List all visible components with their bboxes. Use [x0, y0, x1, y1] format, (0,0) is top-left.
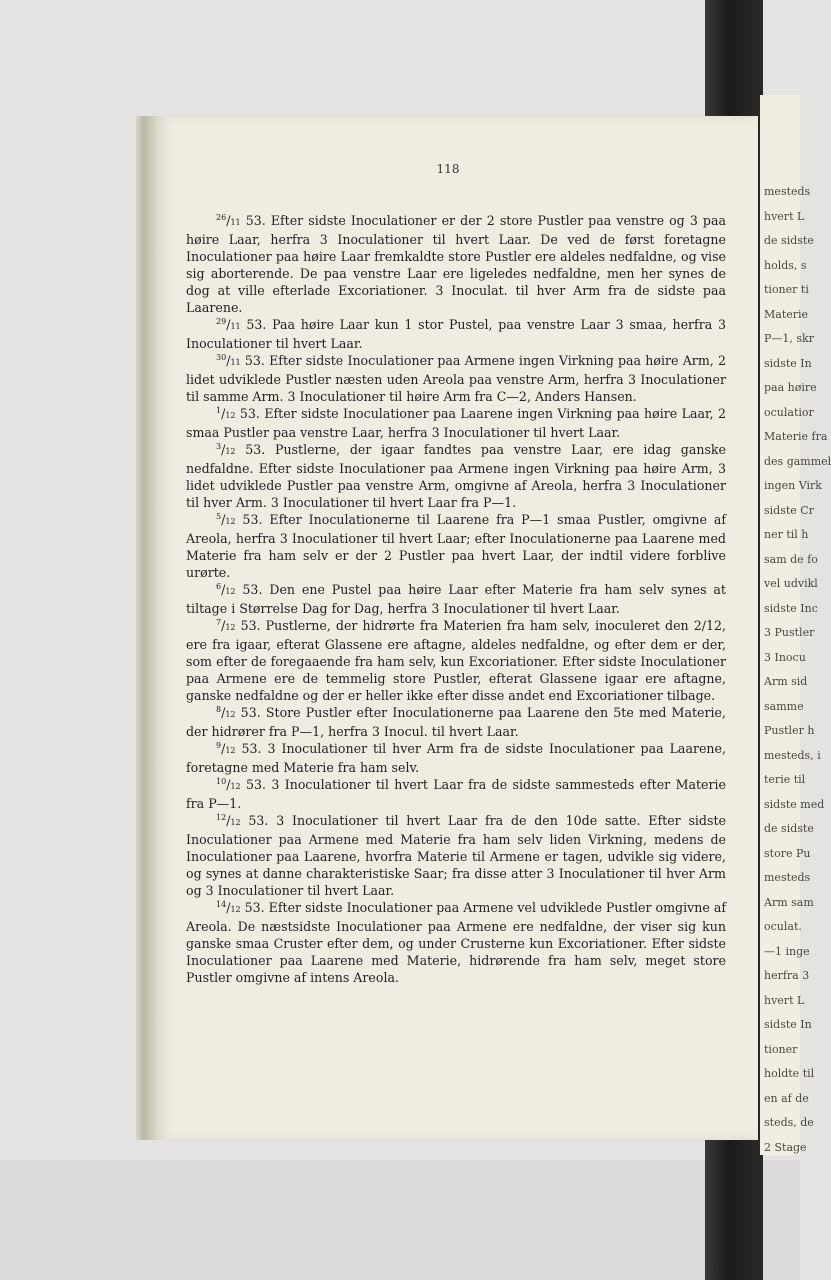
date-month: 12 — [225, 447, 236, 456]
date-month: 11 — [230, 322, 241, 331]
date-year: 53. — [240, 213, 271, 228]
entry-date: $^{26}$/11 53. — [216, 212, 271, 228]
entry-date: $^3$/12 53. — [216, 441, 275, 457]
date-year: 53. — [235, 582, 270, 597]
next-page-fragment: 3 Inocu — [764, 650, 806, 664]
date-year: 53. — [235, 618, 266, 633]
entry-date: $^6$/12 53. — [216, 581, 270, 597]
entry-text: Store Pustler efter Inoculationerne paa Laarene den 5te med Materie, der hidrører fra P—1, herfra 3 Inocul. til hvert Laar. — [186, 705, 726, 739]
next-page-fragment: terie til — [764, 773, 806, 786]
next-page-fragment: sidste In — [764, 356, 812, 370]
next-page-fragment: de sidste — [764, 822, 814, 835]
entry-date: $^{12}$/12 53. — [216, 812, 277, 828]
entry-paragraph — [186, 740, 726, 776]
background-lower — [0, 1160, 800, 1280]
next-page-fragment: mesteds — [764, 185, 811, 198]
entry-text: 3 Inoculationer til hvert Laar fra de sidste sammesteds efter Materie fra P—1. — [186, 777, 726, 811]
entry-text: 3 Inoculationer til hver Arm fra de sidste Inoculationer paa Laarene, foretagne med Materie fra ham selv. — [186, 741, 726, 775]
date-month: 12 — [230, 818, 241, 827]
next-page-fragment: 3 Pustler — [764, 626, 815, 639]
next-page-fragment: Arm sid — [764, 675, 808, 688]
entry-date: $^1$/12 53. — [216, 405, 265, 421]
entry-paragraph — [186, 352, 726, 405]
date-day: 6 — [216, 581, 222, 591]
date-month: 12 — [225, 587, 236, 596]
next-page-fragment: store Pu — [764, 846, 811, 860]
next-page-fragment: holds, s — [764, 258, 807, 272]
date-day: 14 — [216, 899, 227, 909]
next-page-fragment: sidste med — [764, 797, 825, 811]
next-page-fragment: 2 Stage — [764, 1140, 807, 1154]
date-month: 12 — [225, 746, 236, 755]
date-month: 11 — [230, 218, 241, 227]
date-day: 1 — [216, 405, 222, 415]
date-month: 12 — [230, 782, 241, 791]
date-day: 12 — [216, 812, 227, 822]
entry-text: Paa høire Laar kun 1 stor Pustel, paa venstre Laar 3 smaa, herfra 3 Inoculationer til hvert Laar. — [186, 317, 726, 351]
next-page-fragment: Arm sam — [764, 895, 814, 909]
entry-date: $^7$/12 53. — [216, 617, 266, 633]
next-page-fragment: vel udvikl — [764, 577, 818, 590]
date-year: 53. — [235, 512, 270, 527]
entry-paragraph — [186, 405, 726, 441]
date-day: 3 — [216, 441, 222, 451]
date-year: 53. — [240, 353, 270, 368]
date-day: 9 — [216, 740, 222, 750]
date-day: 10 — [216, 776, 227, 786]
entry-paragraph — [186, 776, 726, 812]
next-page-fragment: sam de fo — [764, 552, 818, 566]
next-page-fragment: ner til h — [764, 528, 809, 541]
next-page-fragment: oculatior — [764, 405, 814, 419]
entry-paragraph — [186, 617, 726, 704]
next-page-fragment: paa høire — [764, 381, 817, 394]
entry-date: $^{29}$/11 53. — [216, 316, 273, 332]
date-month: 12 — [230, 905, 241, 914]
entry-text: Efter sidste Inoculationer er der 2 store Pustler paa venstre og 3 paa høire Laar, herfra 3 Inoculationer til hvert Laar. De ved de først foretagne Inoculationer paa høire Laar fremkaldte store Pustler ere aldeles nedfaldne, og vise sig aborterende. De paa venstre Laar ere ligeledes nedfaldne, men her synes de dog at ville efterlade Excoriationer. 3 Inoculat. til hver Arm fra de sidste paa Laarene. — [186, 213, 726, 315]
next-page-edge — [760, 95, 831, 1155]
date-year: 53. — [240, 317, 273, 332]
entry-paragraph — [186, 316, 726, 352]
entry-paragraph — [186, 704, 726, 740]
entry-date: $^{10}$/12 53. — [216, 776, 272, 792]
date-day: 7 — [216, 617, 222, 627]
date-month: 11 — [230, 358, 241, 367]
next-page-fragment: hvert L — [764, 993, 805, 1007]
date-month: 12 — [225, 623, 236, 632]
next-page-fragment: Pustler h — [764, 724, 815, 737]
date-month: 12 — [225, 517, 236, 526]
date-year: 53. — [240, 900, 269, 915]
date-year: 53. — [240, 777, 272, 792]
entry-text: Pustlerne, der igaar fandtes paa venstre Laar, ere idag ganske nedfaldne. Efter sidste Inoculationer paa Armene ingen Virkning paa høire Arm, 3 lidet udviklede Pustler paa venstre Arm, omgivne af Areola, herfra 3 Inoculationer til hver Arm. 3 Inoculationer til hvert Laar fra P—1. — [186, 442, 726, 510]
date-day: 30 — [216, 352, 227, 362]
next-page-fragment: ingen Virk — [764, 479, 822, 492]
next-page-fragment: de sidste — [764, 234, 814, 247]
date-day: 29 — [216, 316, 227, 326]
date-month: 12 — [225, 710, 236, 719]
next-page-fragment: mesteds — [764, 871, 811, 884]
entry-paragraph — [186, 899, 726, 986]
date-month: 12 — [225, 411, 236, 420]
entry-text: Efter Inoculationerne til Laarene fra P—1 smaa Pustler, omgivne af Areola, herfra 3 Inoculationer til hvert Laar; efter Inoculationerne paa Laarene med Materie fra ham selv er der 2 Pustler paa hvert Laar, der indtil videre forblive urørte. — [186, 512, 726, 580]
next-page-fragment: tioner ti — [764, 283, 809, 296]
date-day: 26 — [216, 212, 227, 222]
entry-paragraph — [186, 812, 726, 899]
entry-text: Efter sidste Inoculationer paa Armene ingen Virkning paa høire Arm, 2 lidet udviklede Pustler næsten uden Areola paa venstre Arm, herfra 3 Inoculationer til samme Arm. 3 Inoculationer til høire Arm fra C—2, Anders Hansen. — [186, 353, 726, 404]
entry-text: Den ene Pustel paa høire Laar efter Materie fra ham selv synes at tiltage i Størrelse Dag for Dag, herfra 3 Inoculationer til hvert Laar. — [186, 582, 726, 616]
entry-date: $^9$/12 53. — [216, 740, 268, 756]
date-year: 53. — [235, 442, 275, 457]
book-page — [158, 116, 758, 1140]
next-page-fragment: Materie fra — [764, 430, 828, 443]
entry-paragraph — [186, 441, 726, 511]
next-page-fragment: sidste Cr — [764, 503, 814, 517]
date-year: 53. — [235, 406, 265, 421]
date-day: 5 — [216, 511, 222, 521]
entry-date: $^5$/12 53. — [216, 511, 270, 527]
next-page-fragment: hvert L — [764, 209, 805, 223]
entry-text: Efter sidste Inoculationer paa Laarene ingen Virkning paa høire Laar, 2 smaa Pustler paa venstre Laar, herfra 3 Inoculationer til hvert Laar. — [186, 406, 726, 440]
next-page-fragment: en af de — [764, 1091, 809, 1105]
next-page-fragment: tioner — [764, 1042, 798, 1056]
next-page-fragment: Materie — [764, 307, 809, 321]
entry-paragraph — [186, 581, 726, 617]
date-day: 8 — [216, 704, 222, 714]
entry-text: Pustlerne, der hidrørte fra Materien fra ham selv, inoculeret den 2/12, ere fra igaar, efterat Glassene ere aftagne, aldeles nedfaldne, og efter dem er der, som efter de foregaaende fra ham selv, kun Excoriationer. Efter sidste Inoculationer paa Armene ere de temmelig store Pustler, efterat Glassene igaar ere aftagne, ganske nedfaldne og der er heller ikke efter disse andet end Excoriationer tilbage. — [186, 618, 726, 703]
date-year: 53. — [235, 741, 268, 756]
next-page-fragment: sidste Inc — [764, 601, 818, 615]
next-page-fragment: steds, de — [764, 1116, 814, 1129]
entry-date: $^{14}$/12 53. — [216, 899, 269, 915]
next-page-fragment: des gammel — [764, 454, 831, 468]
entry-paragraph — [186, 511, 726, 581]
entry-paragraph — [186, 212, 726, 316]
next-page-fragment: herfra 3 — [764, 969, 810, 982]
entry-date: $^{30}$/11 53. — [216, 352, 270, 368]
page-text — [186, 212, 726, 986]
next-page-fragment: sidste In — [764, 1018, 812, 1031]
entry-date: $^8$/12 53. — [216, 704, 266, 720]
date-year: 53. — [240, 813, 277, 828]
date-year: 53. — [235, 705, 266, 720]
next-page-fragment: holdte til — [764, 1067, 815, 1080]
page-number: 118 — [436, 162, 460, 176]
next-page-fragment: P—1, skr — [764, 332, 814, 345]
next-page-fragment: oculat. — [764, 920, 802, 933]
next-page-fragment: samme — [764, 699, 804, 713]
entry-text: 3 Inoculationer til hvert Laar fra de den 10de satte. Efter sidste Inoculationer paa Armene med Materie fra ham selv liden Virkning, medens de Inoculationer paa Laarene, hvorfra Materie til Armene er tagen, udvikle sig videre, og synes at danne charakteristiske Saar; fra disse atter 3 Inoculationer til hver Arm og 3 Inoculationer til hvert Laar. — [186, 813, 726, 898]
next-page-fragment: —1 inge — [764, 944, 810, 958]
next-page-fragment: mesteds, i — [764, 748, 821, 762]
entry-text: Efter sidste Inoculationer paa Armene vel udviklede Pustler omgivne af Areola. De næstsidste Inoculationer paa Armene ere nedfaldne, der viser sig kun ganske smaa Cruster efter dem, og under Crusterne kun Excoriationer. Efter sidste Inoculationer paa Laarene med Materie, hidrørende fra ham selv, meget store Pustler omgivne af intens Areola. — [186, 900, 727, 985]
